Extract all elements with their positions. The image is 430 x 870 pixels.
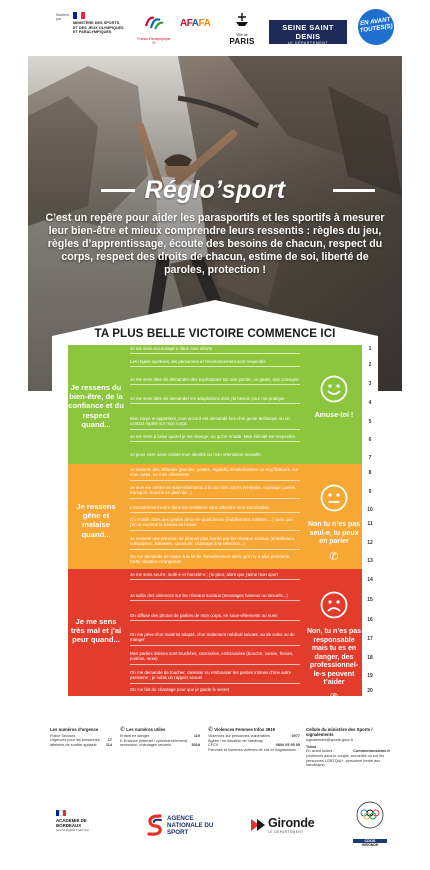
ministry-cell: Cellule du ministère des Sports / signalements signalement@sports.gouv.fr Tchat En avant toutes : Commentonsaime.fr (violences dans le couple, sexuelles ou sur les personnes LGBTQIA+, personnel formé aux handicaps): [306, 727, 390, 768]
title-block: [28, 177, 402, 207]
phone-icon: ✆: [120, 727, 126, 733]
table-row: On diffuse des photos de parties de mon corps, en sous-vêtements ou nues: [130, 613, 300, 621]
emergency-numbers: Les numéros d'urgence Police Secours Urgences pour les personnes 17 atteintes de surdité-aphasie 114: [50, 727, 112, 747]
gironde-arrow-icon: [250, 817, 266, 833]
french-flag-icon: [73, 12, 85, 19]
row-number: 17: [364, 636, 376, 642]
phone-icon: ✆: [208, 727, 214, 733]
table-row: Je me sens libre de demander les adaptations dont j'ai besoin pour ma pratique: [130, 396, 300, 404]
row-number: 20: [364, 688, 376, 694]
table-row: Je me sens seul-e, isolé-e et harcelé-e ; j'ai peur, alors que j'aime mon sport: [130, 572, 300, 580]
table-row: Je me sens encouragé-e dans mes efforts: [130, 346, 300, 354]
band-label-discomfort: Je ressens gêne et malaise quand...: [76, 502, 116, 539]
row-number: 2: [364, 362, 376, 368]
afafa-logo: AFAFA: [180, 18, 211, 29]
table-row: On me demande de rester à la fin de l'entraînement alors qu'il n'y a plus personne. Cette situation m'angoisse: [130, 554, 291, 565]
row-number: 11: [364, 521, 376, 527]
intro-text: C’est un repère pour aider les parasportifs et les sportifs à mesurer leur bien-être et mieux comprendre leurs ressentis : règles du jeu, règles d’apprentissage, écoute des besoins de chacun, respect du corps, respect des droits de chacun, estime de soi, liberté de paroles, protection !: [45, 212, 385, 276]
table-row: On me prive d'un matériel adapté, d'un traitement médical suivant, ou de soins ou de manger: [130, 632, 300, 646]
table-row: On me demande de toucher, caresser ou embrasser les parties intimes d'une autre personne ; je subis un rapport sexuel: [130, 670, 300, 684]
mood-discomfort: Non tu n’es pas seul-e, tu peux en parler ✆: [306, 484, 362, 563]
table-row: Mes parties intimes sont touchées, caressées, embrassées (bouche, cuisse, fesses, poitrine, sexe): [130, 651, 300, 665]
cdos-gironde-logo: CDOS GIRONDE: [353, 801, 387, 847]
logo-bar: [0, 0, 430, 56]
table-row: On m'aide dans des gestes de la vie quotidienne (habillement, toilettes ...) sans que j'en ai exprimé le besoin ou l'envie: [130, 517, 300, 531]
table-row: Je me sens libre de demander des explications sur une parole, un geste, une consigne: [130, 377, 300, 385]
row-number: 3: [364, 381, 376, 387]
table-row: On me fait du chantage pour que je garde le secret: [130, 687, 230, 692]
band-discomfort: [68, 464, 362, 569]
table-row: Je dois me mettre en sous-vêtements à la vue des autres (vestiaire, massage, pesée, transport, douche en plein air...): [130, 485, 300, 499]
smiley-sad-icon: [320, 591, 348, 619]
ministry-logo: MINISTÈRE DES SPORTS ET DES JEUX OLYMPIQUES ET PARALYMPIQUES: [73, 12, 125, 35]
smiley-happy-icon: [320, 375, 348, 403]
row-number: 18: [364, 655, 376, 661]
ans-s-icon: [146, 813, 164, 837]
agence-nationale-sport-logo: AGENCE NATIONALE DU SPORT: [146, 813, 226, 839]
seine-saint-denis-logo: SEINE SAINT DENIS LE DÉPARTEMENT: [269, 20, 347, 44]
mood-well-being: Amuse-toi !: [306, 375, 362, 421]
mood-fear: Non, tu n’es pas responsable mais tu es en danger, des professionnel-le-s peuvent t’aider ✆: [306, 591, 362, 704]
table-row: Je peux vivre sans crainte mon identité ou mon orientation sexuelle: [130, 452, 261, 457]
phone-icon: ✆: [329, 550, 339, 563]
table-heading: TA PLUS BELLE VICTOIRE COMMENCE ICI: [94, 327, 336, 340]
band-label-fear: Je me sens très mal et j'ai peur quand...: [70, 617, 122, 645]
row-number: 19: [364, 673, 376, 679]
row-number: 8: [364, 470, 376, 476]
paris-logo: Ville de PARIS: [227, 12, 257, 46]
supported-by-text: Soutenu par: [56, 13, 70, 21]
row-number: 1: [364, 346, 376, 352]
row-number: 9: [364, 489, 376, 495]
row-number: 16: [364, 617, 376, 623]
table-row: Mon corps m'appartient, mon accord est demandé lors d'un geste technique ou un contact répété sur mon corps: [130, 416, 300, 430]
gironde-logo: Gironde LE DÉPARTEMENT: [250, 815, 320, 837]
row-number: 10: [364, 507, 376, 513]
row-number: 15: [364, 597, 376, 603]
row-number: 6: [364, 437, 376, 443]
row-number: 7: [364, 455, 376, 461]
useful-numbers: ✆ Les numéros utiles Enfant en danger 119 E-Enfance (internet / cyberharcèlement) sextorsion, chantages sexuels 3018: [120, 727, 200, 748]
women-violence-numbers: ✆ Violences Femmes Infos 3919 Violences sur personnes vulnérables 3977 Âgées / en situation de handicap CFCV 0800 05 95 95 Femmes et hommes victimes de viol et d'agressions: [208, 727, 300, 752]
commentonsaime-link[interactable]: Commentonsaime.fr: [353, 749, 390, 754]
row-number: 14: [364, 577, 376, 583]
row-number: 5: [364, 419, 376, 425]
helpline-footer: [50, 728, 390, 788]
row-number: 4: [364, 400, 376, 406]
table-row: Je ressens des attitudes (paroles, gestes, regards) dévalorisantes ou trop flatteurs, sur mon corps, ou mes vêtements: [130, 467, 300, 481]
french-flag-icon: [56, 810, 66, 816]
signalement-email[interactable]: signalement@sports.gouv.fr: [306, 738, 354, 743]
table-row: L'encadrement entre dans les vestiaires sans attendre mon autorisation: [130, 505, 300, 513]
band-well-being: [68, 345, 362, 464]
band-label-well-being: Je ressens du bien-être, de la confiance et du respect quand...: [68, 383, 124, 429]
en-avant-toutes-badge: EN AVANT TOUTES(S): [356, 7, 397, 48]
paralympic-agitos-icon: [143, 12, 165, 32]
olympic-rings-icon: [355, 801, 385, 833]
band-fear: [68, 569, 362, 704]
academie-bordeaux-logo: ACADÉMIE DE BORDEAUX Liberté Égalité Fraternité: [56, 810, 104, 833]
page-title: Réglo’sport: [144, 176, 286, 204]
table-row: Les règles sportives, les personnes et l'environnement sont respectés: [130, 359, 300, 367]
paris-ship-icon: [235, 12, 249, 28]
row-number: 12: [364, 540, 376, 546]
smiley-neutral-icon: [320, 484, 348, 512]
phone-icon: ✆: [329, 691, 339, 704]
table-row: Je ressens une pression de plus en plus lourde par les réseaux sociaux (entraîneurs, coéquipiers, followers, sponsors, chantage à la sélection...): [130, 536, 300, 550]
table-row: Je me sens à l'aise quand je me change, ou qu'on m'aide. Mon intimité est respectée.: [130, 434, 300, 442]
france-paralympique-logo: France Paralympique 37: [137, 12, 171, 45]
row-number: 13: [364, 558, 376, 564]
table-row: Je subis des violences sur les réseaux sociaux (messages haineux ou sexuels...): [130, 593, 300, 601]
